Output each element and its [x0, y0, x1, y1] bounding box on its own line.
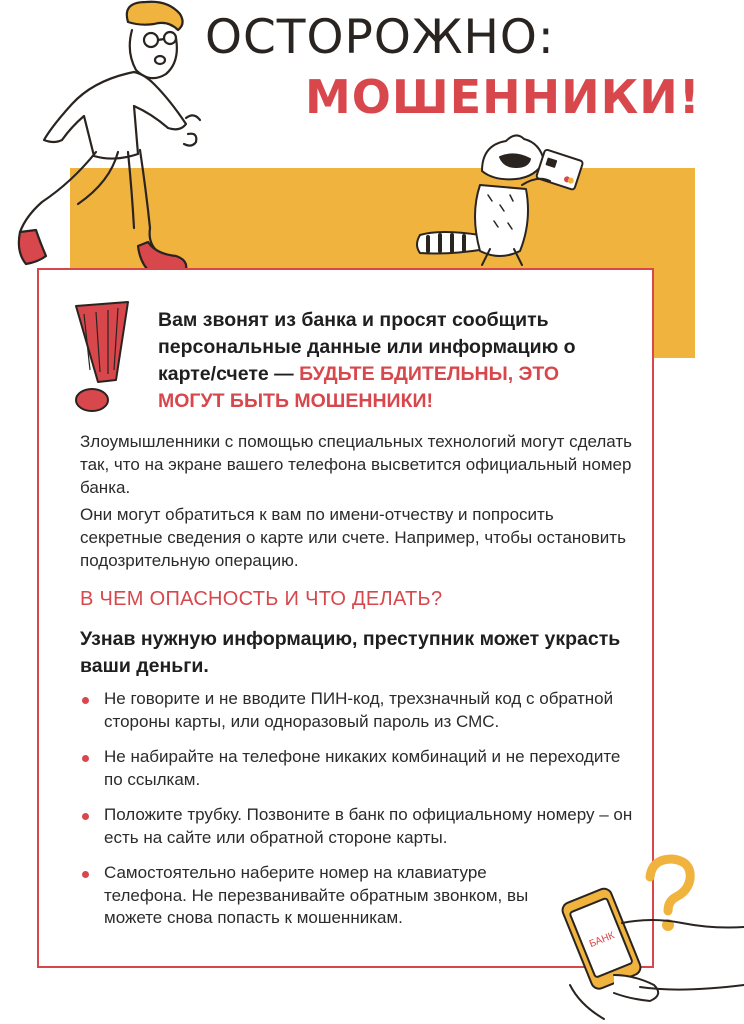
lead-warning-text [158, 307, 628, 415]
paragraph-1: Злоумышленники с помощью специальных технологий могут сделать так, что на экране вашего телефона высветится официальный номер банка. [80, 432, 633, 497]
title-line-1: ОСТОРОЖНО: [205, 10, 555, 65]
phone-in-hand-icon [560, 875, 744, 1024]
title-line-2: МОШЕННИКИ! [305, 70, 701, 124]
bullet-dot-icon [82, 755, 89, 762]
list-item [80, 862, 574, 930]
raccoon-thief-icon [410, 135, 585, 270]
list-item-text: Положите трубку. Позвоните в банк по официальному номеру – он есть на сайте или обратной стороне карты. [104, 805, 633, 847]
phone-screen-text: БАНК [587, 930, 617, 951]
lead-plain-text: Вам звонят из банка и просят сообщить персональные данные или информацию о карте/счете — [158, 309, 576, 385]
list-item [80, 688, 640, 733]
advice-list [80, 688, 640, 943]
list-item [80, 746, 640, 791]
exclamation-icon [70, 300, 140, 420]
section-lead: Узнав нужную информацию, преступник может украсть ваши деньги. [80, 628, 621, 677]
list-item-text: Не говорите и не вводите ПИН-код, трехзначный код с обратной стороны карты, или одноразовый пароль из СМС. [104, 689, 614, 731]
list-item-text: Самостоятельно наберите номер на клавиатуре телефона. Не перезванивайте обратным звонком, вы можете снова попасть к мошенникам. [104, 863, 529, 927]
scared-man-icon [0, 0, 200, 290]
bullet-dot-icon [82, 813, 89, 820]
paragraph-2: Они могут обратиться к вам по имени-отчеству и попросить секретные сведения о карте или счете. Например, чтобы остановить подозрительную операцию. [80, 505, 626, 570]
bullet-dot-icon [82, 697, 89, 704]
bullet-dot-icon [82, 871, 89, 878]
section-heading: В ЧЕМ ОПАСНОСТЬ И ЧТО ДЕЛАТЬ? [80, 588, 443, 610]
list-item [80, 804, 640, 849]
list-item-text: Не набирайте на телефоне никаких комбинаций и не переходите по ссылкам. [104, 747, 621, 789]
lead-highlight-text: БУДЬТЕ БДИТЕЛЬНЫ, ЭТО МОГУТ БЫТЬ МОШЕННИКИ! [158, 363, 560, 412]
